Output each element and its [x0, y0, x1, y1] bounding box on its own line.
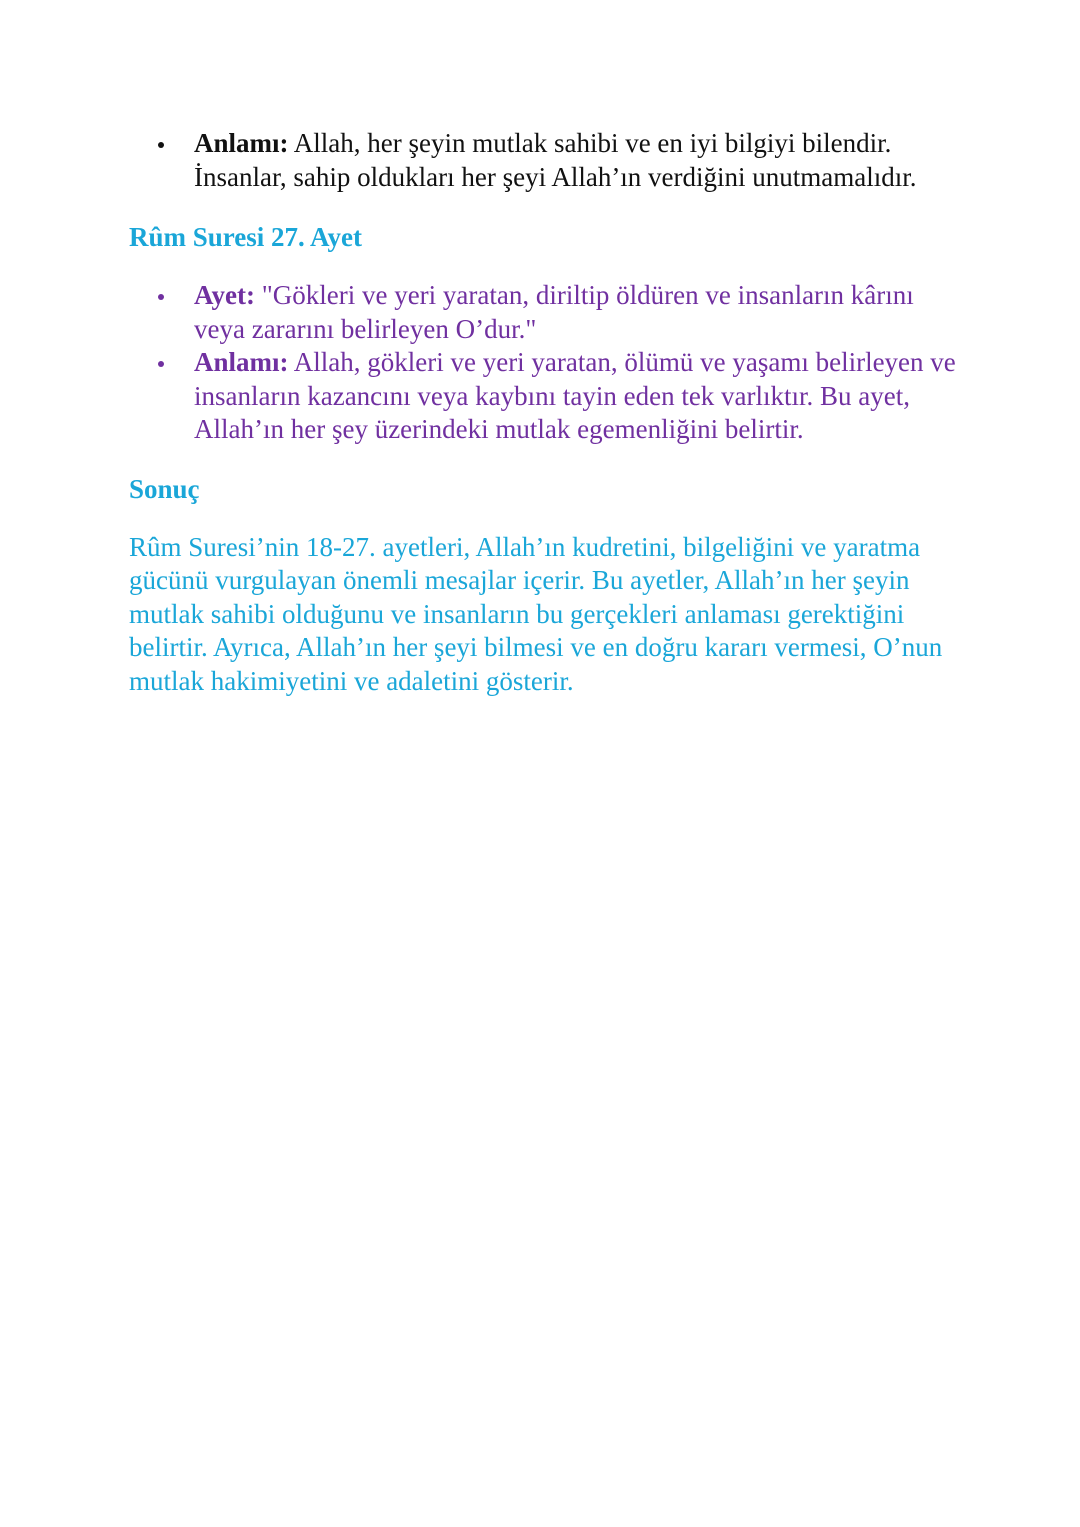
section-heading-sonuc: Sonuç	[129, 473, 200, 504]
ayet-27-list	[129, 279, 959, 447]
item-label: Ayet:	[194, 280, 255, 310]
section-heading-rum-27: Rûm Suresi 27. Ayet	[129, 222, 363, 252]
list-item-anlami	[129, 346, 959, 447]
list-item-anlami-top	[129, 127, 959, 194]
item-label: Anlamı:	[194, 347, 289, 377]
bullet-icon	[158, 361, 164, 367]
bullet-icon	[158, 142, 164, 148]
meaning-list-top	[129, 127, 959, 194]
conclusion-paragraph: Rûm Suresi’nin 18-27. ayetleri, Allah’ın kudretini, bilgeliğini ve yaratma gücünü vurgulayan önemli mesajlar içerir. Bu ayetler, Allah’ın her şeyin mutlak sahibi olduğunu ve insanların bu gerçekleri anlaması gerektiğini belirtir. Ayrıca, Allah’ın her şeyi bilmesi ve en doğru kararı vermesi, O’nun mutlak hakimiyetini ve adaletini gösterir.	[129, 531, 943, 696]
item-text: Allah, gökleri ve yeri yaratan, ölümü ve yaşamı belirleyen ve insanların kazancını veya kaybını tayin eden tek varlıktır. Bu ayet, Allah’ın her şey üzerindeki mutlak egemenliğini belirtir.	[194, 347, 956, 444]
list-item-ayet	[129, 279, 959, 346]
item-text: Allah, her şeyin mutlak sahibi ve en iyi bilgiyi bilendir. İnsanlar, sahip oldukları her şeyi Allah’ın verdiğini unutmamalıdır.	[194, 128, 917, 192]
document-content	[129, 127, 959, 698]
item-text: "Gökleri ve yeri yaratan, diriltip öldüren ve insanların kârını veya zararını belirleyen O’dur."	[194, 280, 914, 344]
item-label: Anlamı:	[194, 128, 289, 158]
bullet-icon	[158, 294, 164, 300]
